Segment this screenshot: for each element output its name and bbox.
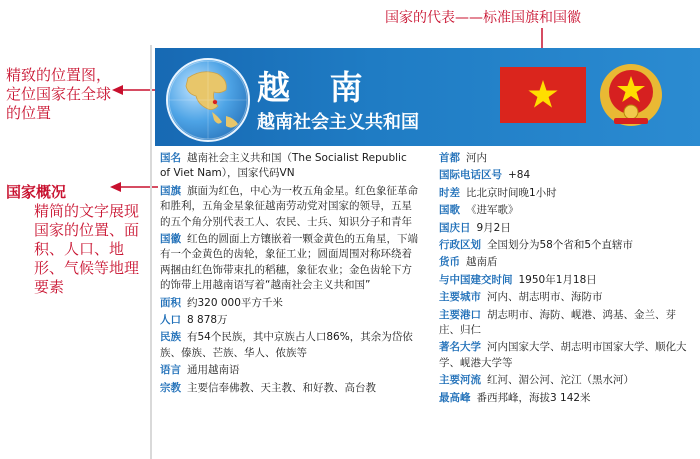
info-row	[439, 373, 696, 388]
info-label: 宗教	[160, 381, 181, 394]
info-label: 行政区划	[439, 239, 481, 252]
emblem-icon	[598, 62, 664, 128]
info-label: 国际电话区号	[439, 169, 502, 182]
info-label: 与中国建交时间	[439, 273, 513, 286]
info-value: 河内、胡志明市、海防市	[487, 291, 603, 304]
info-row	[439, 391, 696, 406]
annotation-overview	[6, 183, 146, 297]
info-value: 胡志明市、海防、岘港、鸿基、金兰、芽庄、归仁	[439, 308, 676, 337]
info-value: 约320 000平方千米	[187, 296, 283, 309]
info-label: 国庆日	[439, 221, 471, 234]
annotation-location-map: 精致的位置图，定位国家在全球的位置	[6, 66, 112, 122]
info-label: 面积	[160, 296, 181, 309]
globe-icon	[168, 60, 248, 140]
info-row	[439, 290, 696, 305]
info-label: 著名大学	[439, 341, 481, 354]
info-value: 8 878万	[187, 314, 228, 327]
info-row	[160, 151, 420, 182]
page-divider	[150, 45, 152, 459]
info-value: 1950年1月18日	[518, 273, 597, 286]
info-label: 国名	[160, 152, 181, 164]
info-label: 国歌	[439, 204, 460, 217]
info-row	[439, 168, 696, 183]
info-value: 《进军歌》	[466, 204, 519, 217]
info-value: 9月2日	[476, 221, 511, 234]
overview-right-column	[439, 151, 696, 408]
info-row	[160, 184, 420, 230]
info-value: +84	[508, 169, 531, 182]
info-label: 国旗	[160, 184, 181, 197]
info-label: 主要河流	[439, 374, 481, 387]
info-row	[160, 296, 420, 311]
info-label: 首都	[439, 152, 460, 164]
info-row	[439, 238, 696, 253]
info-label: 民族	[160, 331, 181, 344]
info-value: 有54个民族，其中京族占人口86%，其余为岱依族、傣族、芒族、华人、侬族等	[160, 331, 413, 359]
info-label: 语言	[160, 364, 181, 377]
country-subtitle: 越南社会主义共和国	[257, 112, 419, 133]
info-value: 全国划分为58个省和5个直辖市	[487, 239, 634, 252]
annotation-flag-emblem: 国家的代表——标准国旗和国徽	[385, 10, 581, 26]
info-value: 番西邦峰，海拔3 142米	[476, 391, 591, 404]
info-value: 河内	[466, 152, 487, 164]
info-label: 主要港口	[439, 308, 481, 321]
info-row	[439, 340, 696, 371]
info-value: 河内国家大学、胡志明市国家大学、顺化大学、岘港大学等	[439, 341, 687, 369]
info-value: 比北京时间晚1小时	[466, 186, 557, 199]
info-value: 越南社会主义共和国（The Socialist Republic of Viet Nam），国家代码VN	[160, 152, 407, 180]
globe-location-map	[166, 58, 250, 142]
info-row	[439, 273, 696, 288]
info-value: 旗面为红色，中心为一枚五角金星。红色象征革命和胜利，五角金星象征越南劳动党对国家的领导，五星的五个角分别代表工人、农民、士兵、知识分子和青年	[160, 184, 418, 228]
annotation-overview-body: 精简的文字展现国家的位置、面积、人口、地形、气候等地理要素	[34, 202, 140, 296]
info-value: 主要信奉佛教、天主教、和好教、高台教	[187, 381, 376, 394]
info-row	[160, 232, 420, 294]
info-label: 时差	[439, 186, 460, 199]
annotation-overview-head: 国家概况	[6, 183, 67, 201]
info-row	[439, 255, 696, 270]
info-label: 主要城市	[439, 291, 481, 304]
national-emblem	[598, 62, 664, 128]
country-title: 越 南	[257, 68, 377, 107]
national-flag	[500, 67, 586, 123]
info-row	[160, 313, 420, 328]
info-label: 人口	[160, 314, 181, 327]
info-value: 通用越南语	[187, 364, 240, 377]
info-row	[160, 381, 420, 396]
info-value: 红色的圆面上方镶嵌着一颗金黄色的五角星，下端有一个金黄色的齿轮，象征工业；圆面周围对称环绕着两捆由红色饰带束扎的稻穗，象征农业；金色齿轮下方的饰带上用越南语写着“越南社会主义共和国”	[160, 233, 418, 292]
info-label: 国徽	[160, 233, 181, 246]
info-value: 红河、湄公河、沱江（黑水河）	[487, 374, 634, 387]
info-row	[439, 221, 696, 236]
star-icon	[500, 67, 586, 123]
info-value: 越南盾	[466, 256, 498, 269]
info-label: 最高峰	[439, 391, 471, 404]
info-row	[439, 186, 696, 201]
info-row	[439, 151, 696, 166]
info-row	[439, 308, 696, 339]
info-row	[160, 330, 420, 361]
info-label: 货币	[439, 256, 460, 269]
info-row	[160, 363, 420, 378]
overview-left-column	[160, 151, 420, 398]
info-row	[439, 203, 696, 218]
